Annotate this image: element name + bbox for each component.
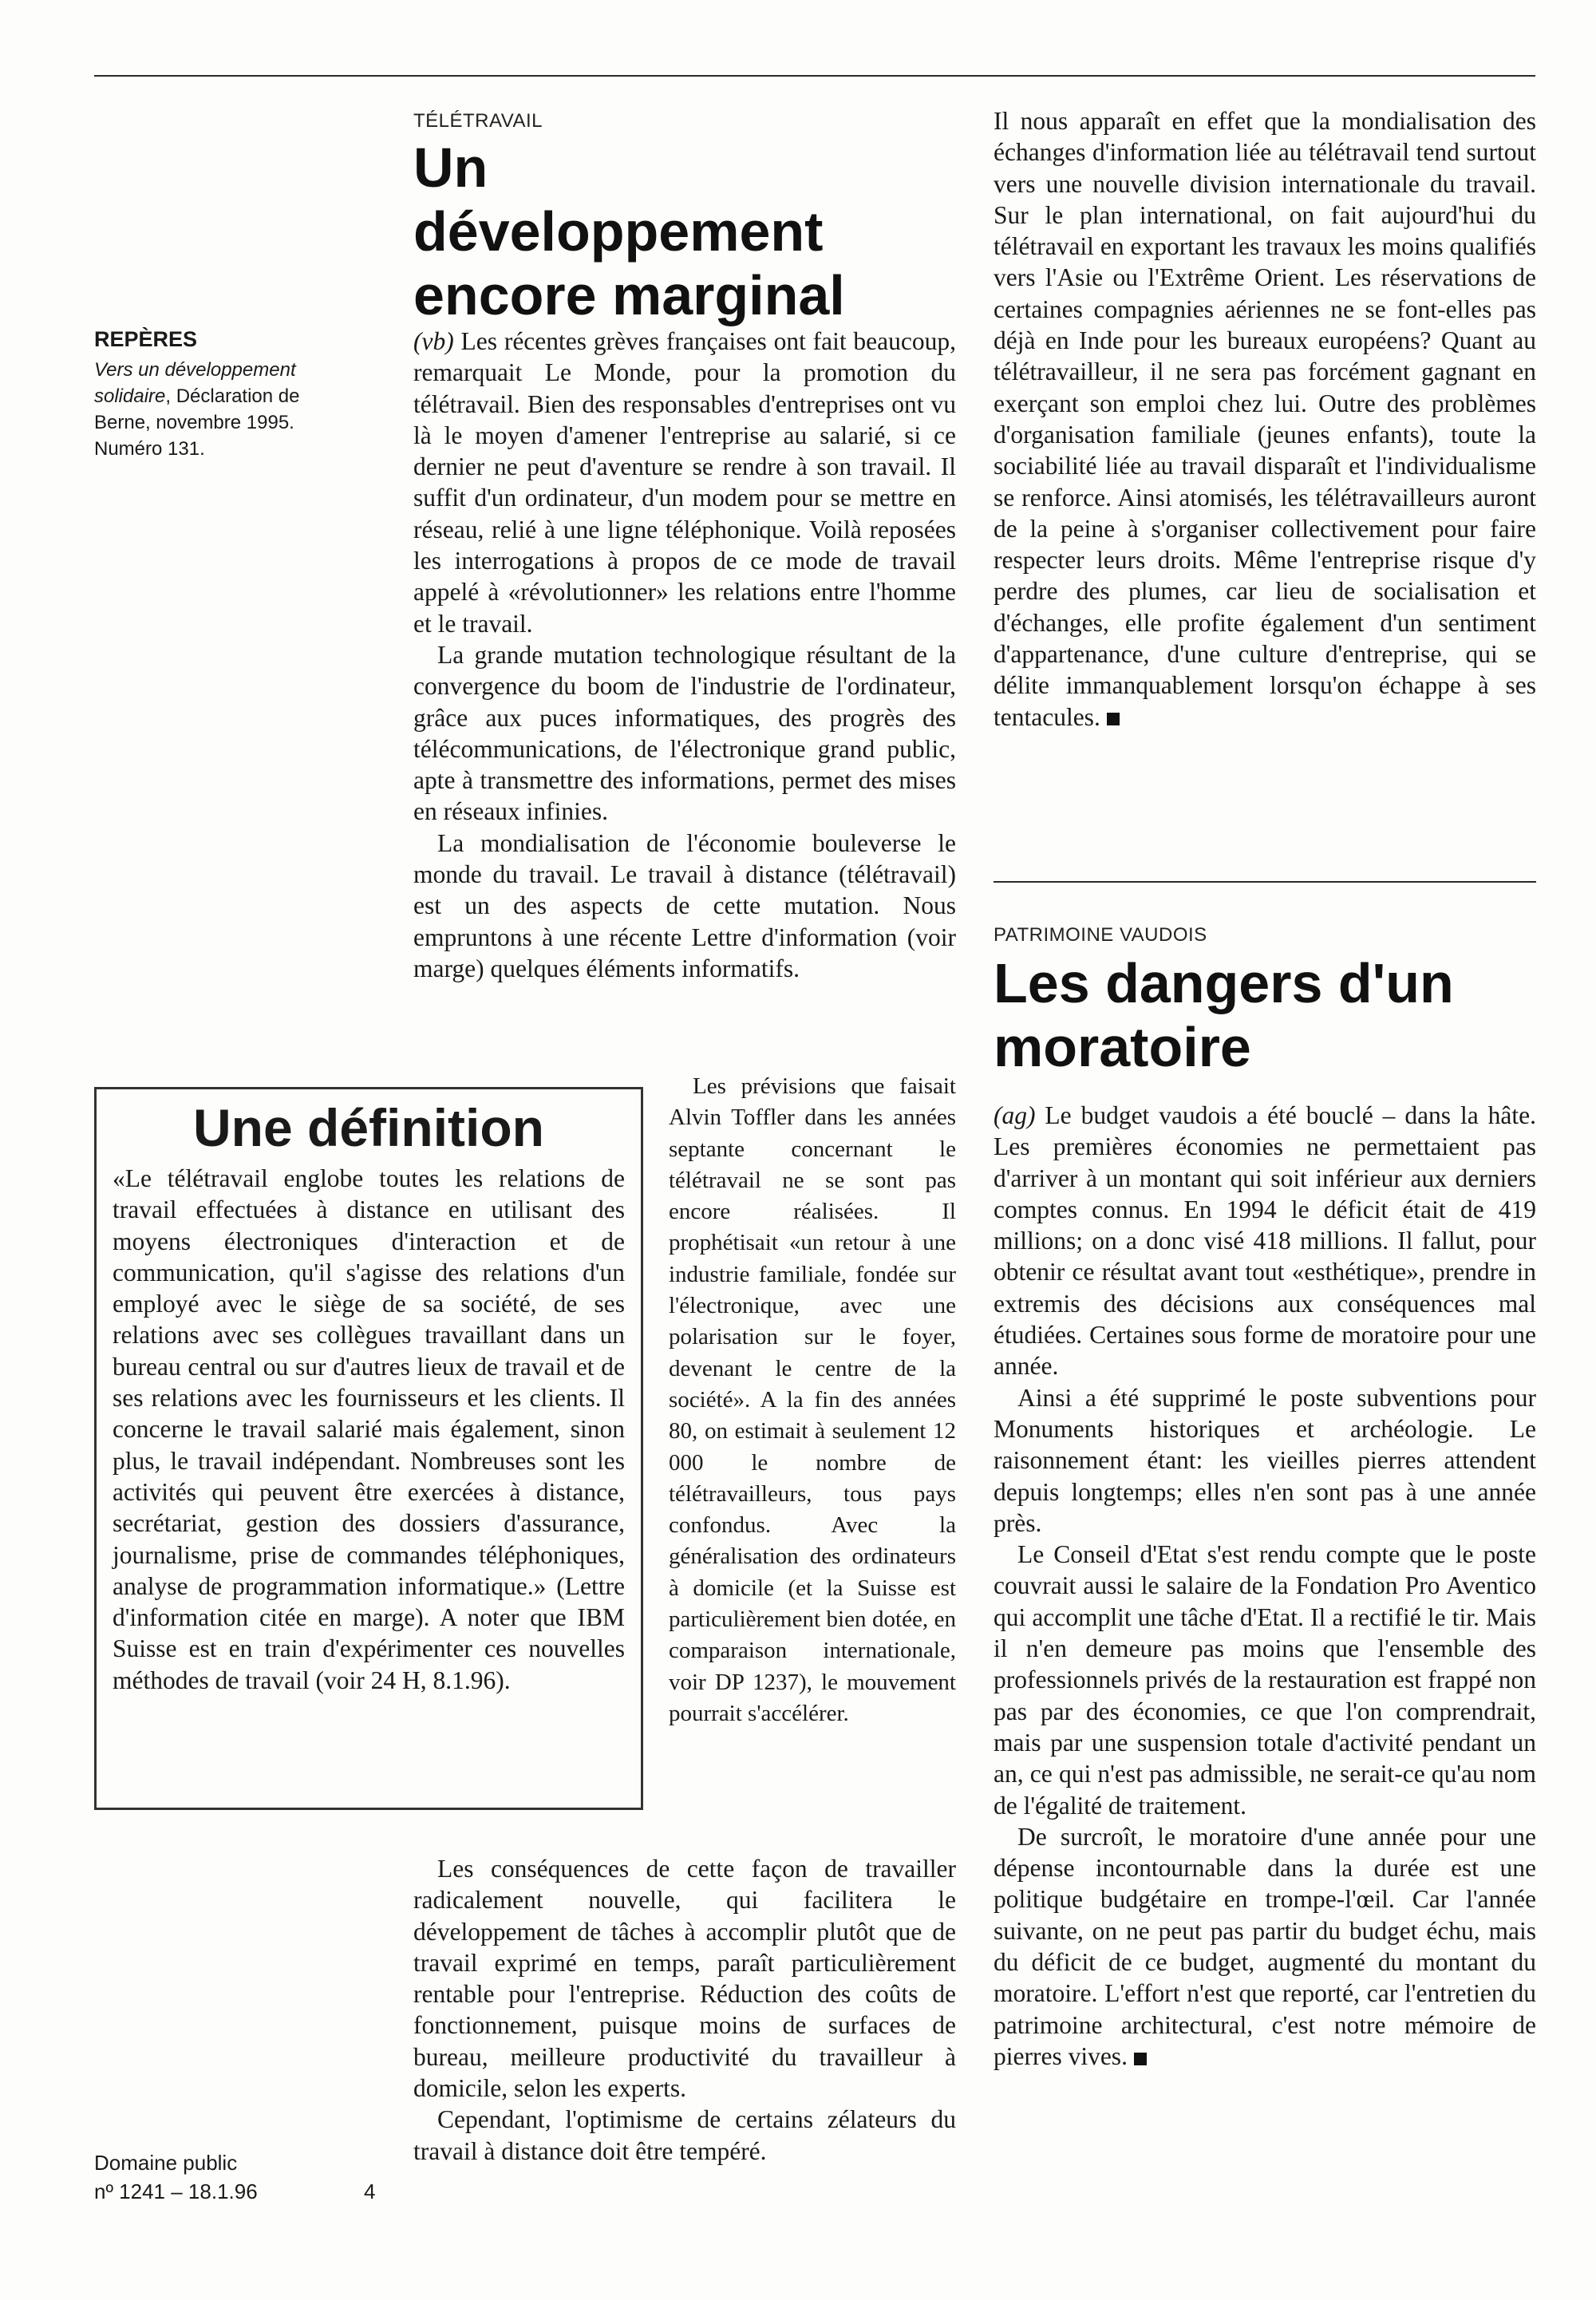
article1-headline: Un développement encore marginal xyxy=(413,136,845,326)
article1-narrow-column xyxy=(669,1071,956,1729)
article1-kicker: TÉLÉTRAVAIL xyxy=(413,110,543,132)
page-number: 4 xyxy=(364,2179,376,2203)
article1-column2 xyxy=(994,105,1536,733)
article2-kicker: PATRIMOINE VAUDOIS xyxy=(994,924,1207,946)
article1-paragraph-5: Les conséquences de cette façon de travailler radicalement nouvelle, qui facilitera le développement de tâches à accomplir plutôt que de travail exprimé en temps, paraît particulièrement rentable pour l'entreprise. Réduction des coûts de fonctionnement, puisque moins de surfaces de bureau, meilleure productivité du travailleur à domicile, selon les experts. xyxy=(413,1855,956,2103)
article2-paragraph-4-text: De surcroît, le moratoire d'une année pour une dépense incontournable dans la durée est une politique budgétaire en trompe-l'œil. Car l'année suivante, on ne peut pas partir du budget échu, mais du déficit de ce budget, augmenté du montant du moratoire. L'effort n'est que reporté, car l'entretien du patrimoine architectural, c'est notre mémoire de pierres vives. xyxy=(994,1822,1536,2070)
article2-headline: Les dangers d'un moratoire xyxy=(994,952,1454,1078)
article2-paragraph-4 xyxy=(994,1821,1536,2072)
article2-paragraph-3: Le Conseil d'Etat s'est rendu compte que le poste couvrait aussi le salaire de la Fondation Pro Aventico qui accomplit une tâche d'Etat. Il a rectifié le tir. Mais il n'en demeure pas moins que l'ensemble des professionnels privés de la restauration est frappé non pas par des économies, ce que l'on comprendrait, mais par une suspension totale d'activité pendant un an, ce qui n'est pas admissible, ne serait-ce qu'au nom de l'égalité de traitement. xyxy=(994,1540,1536,1820)
article1-paragraph-3: La mondialisation de l'économie bouleverse le monde du travail. Le travail à distance (télétravail) est un des aspects de cette mutation. Nous empruntons à une récente Lettre d'information (voir marge) quelques éléments informatifs. xyxy=(413,828,956,982)
top-rule xyxy=(94,75,1535,77)
definition-box-text: «Le télétravail englobe toutes les relations de travail effectuées à distance en utilisant des moyens électroniques d'interaction et de communication, qu'il s'agisse des relations d'un employé avec le siège de sa société, de ses relations avec ses collègues travaillant dans un bureau central ou sur d'autres lieux de travail et de ses relations avec les fournisseurs et les clients. Il concerne le travail salarié mais également, sinon plus, le travail indépendant. Nombreuses sont les activités qui peuvent être exercées à distance, secrétariat, gestion des dossiers d'assurance, journalisme, prise de commandes téléphoniques, analyse de programmation informatique.» (Lettre d'information citée en marge). A noter que IBM Suisse est en train d'expérimenter ces nouvelles méthodes de travail (voir 24 H, 8.1.96). xyxy=(113,1164,625,1694)
publication-name: Domaine public xyxy=(94,2151,238,2175)
issue-info xyxy=(94,2177,381,2206)
article2-paragraph-2: Ainsi a été supprimé le poste subventions pour Monuments historiques et archéologie. Le raisonnement étant: les vieilles pierres attendent depuis longtemps; elles n'en sont pas à une année près. xyxy=(994,1383,1536,1537)
reperes-sidebar xyxy=(94,327,350,462)
definition-box-title: Une définition xyxy=(193,1098,544,1157)
article1-paragraph-2: La grande mutation technologique résultant de la convergence du boom de l'industrie de l'ordinateur, grâce aux puces informatiques, des progrès des télécommunications, de l'électronique grand public, apte à transmettre des informations, permet des mises en réseaux infinies. xyxy=(413,640,956,826)
article1-column1-upper xyxy=(413,326,956,984)
article1-paragraph-7-text: Il nous apparaît en effet que la mondialisation des échanges d'information liée au télétravail tend surtout vers une nouvelle division internationale du travail. Sur le plan international, on fait aujourd'hui du télétravail en exportant les travaux les moins qualifiés vers l'Asie ou l'Extrême Orient. Les réservations de certaines compagnies aériennes ne se font-elles pas déjà en Inde pour les bureaux européens? Quant au télétravailleur, il ne sera pas forcément gagnant en exerçant son emploi chez lui. Outre des problèmes d'organisation familiale (jeunes enfants), toute la sociabilité liée au travail disparaît et l'individualisme se renforce. Ainsi atomisés, les télétravailleurs auront de la peine à s'organiser collectivement pour faire respecter leurs droits. Même l'entreprise risque d'y perdre des plumes, car lieu de socialisation et d'échanges, elle profite également d'un sentiment d'appartenance, d'une culture d'entreprise, qui se délite immanquablement lorsqu'on échappe à ses tentacules. xyxy=(994,107,1536,731)
reperes-title: REPÈRES xyxy=(94,327,198,351)
end-of-article-icon xyxy=(1107,713,1120,725)
article2-lead-tag: (ag) xyxy=(994,1101,1036,1129)
article2-paragraph-1-text: Le budget vaudois a été bouclé – dans la hâte. Les premières économies ne permettaient pas d'arriver à un montant qui soit inférieur aux derniers comptes connus. En 1994 le déficit était de 419 millions; on a donc visé 418 millions. Il fallut, pour obtenir ce résultat avant tout «esthétique», prendre in extremis des décisions aux conséquences mal étudiées. Certaines sous forme de moratoire pour une année. xyxy=(994,1101,1536,1381)
article1-paragraph-1-text: Les récentes grèves françaises ont fait beaucoup, remarquait Le Monde, pour la promotion du télétravail. Bien des responsables d'entreprises ont vu là le moyen d'amener l'entreprise au salarié, si ce dernier ne peut d'aventure se rendre à son travail. Il suffit d'un ordinateur, d'un modem pour se mettre en réseau, relié à une ligne téléphonique. Voilà reposées les interrogations à propos de ce mode de travail appelé à «révolutionner» les relations entre l'homme et le travail. xyxy=(413,327,956,638)
article-separator-rule xyxy=(994,881,1536,883)
reperes-reference-title: Vers un développement solidaire xyxy=(94,359,296,407)
article2-body xyxy=(994,1100,1536,2072)
footer xyxy=(94,2148,381,2206)
reperes-reference xyxy=(94,357,350,462)
article1-paragraph-1 xyxy=(413,326,956,639)
issue-number-date: nº 1241 – 18.1.96 xyxy=(94,2179,258,2203)
reperes-reference-details: , Déclaration de Berne, novembre 1995. Numéro 131. xyxy=(94,385,300,460)
article2-paragraph-1 xyxy=(994,1100,1536,1382)
article1-paragraph-7 xyxy=(994,105,1536,733)
definition-box xyxy=(94,1087,643,1810)
end-of-article-icon xyxy=(1134,2053,1147,2065)
article1-column1-lower xyxy=(413,1853,956,2167)
article1-paragraph-6: Cependant, l'optimisme de certains zélateurs du travail à distance doit être tempéré. xyxy=(413,2105,956,2165)
article1-lead-tag: (vb) xyxy=(413,327,454,355)
article1-paragraph-4: Les prévisions que faisait Alvin Toffler dans les années septante concernant le télétravail ne se sont pas encore réalisées. Il prophétisait «un retour à une industrie familiale, fondée sur l'électronique, avec une polarisation sur le foyer, devenant le centre de la société». A la fin des années 80, on estimait à seulement 12 000 le nombre de télétravailleurs, tous pays confondus. Avec la généralisation des ordinateurs à domicile (et la Suisse est particulièrement bien dotée, en comparaison internationale, voir DP 1237), le mouvement pourrait s'accélérer. xyxy=(669,1073,956,1726)
